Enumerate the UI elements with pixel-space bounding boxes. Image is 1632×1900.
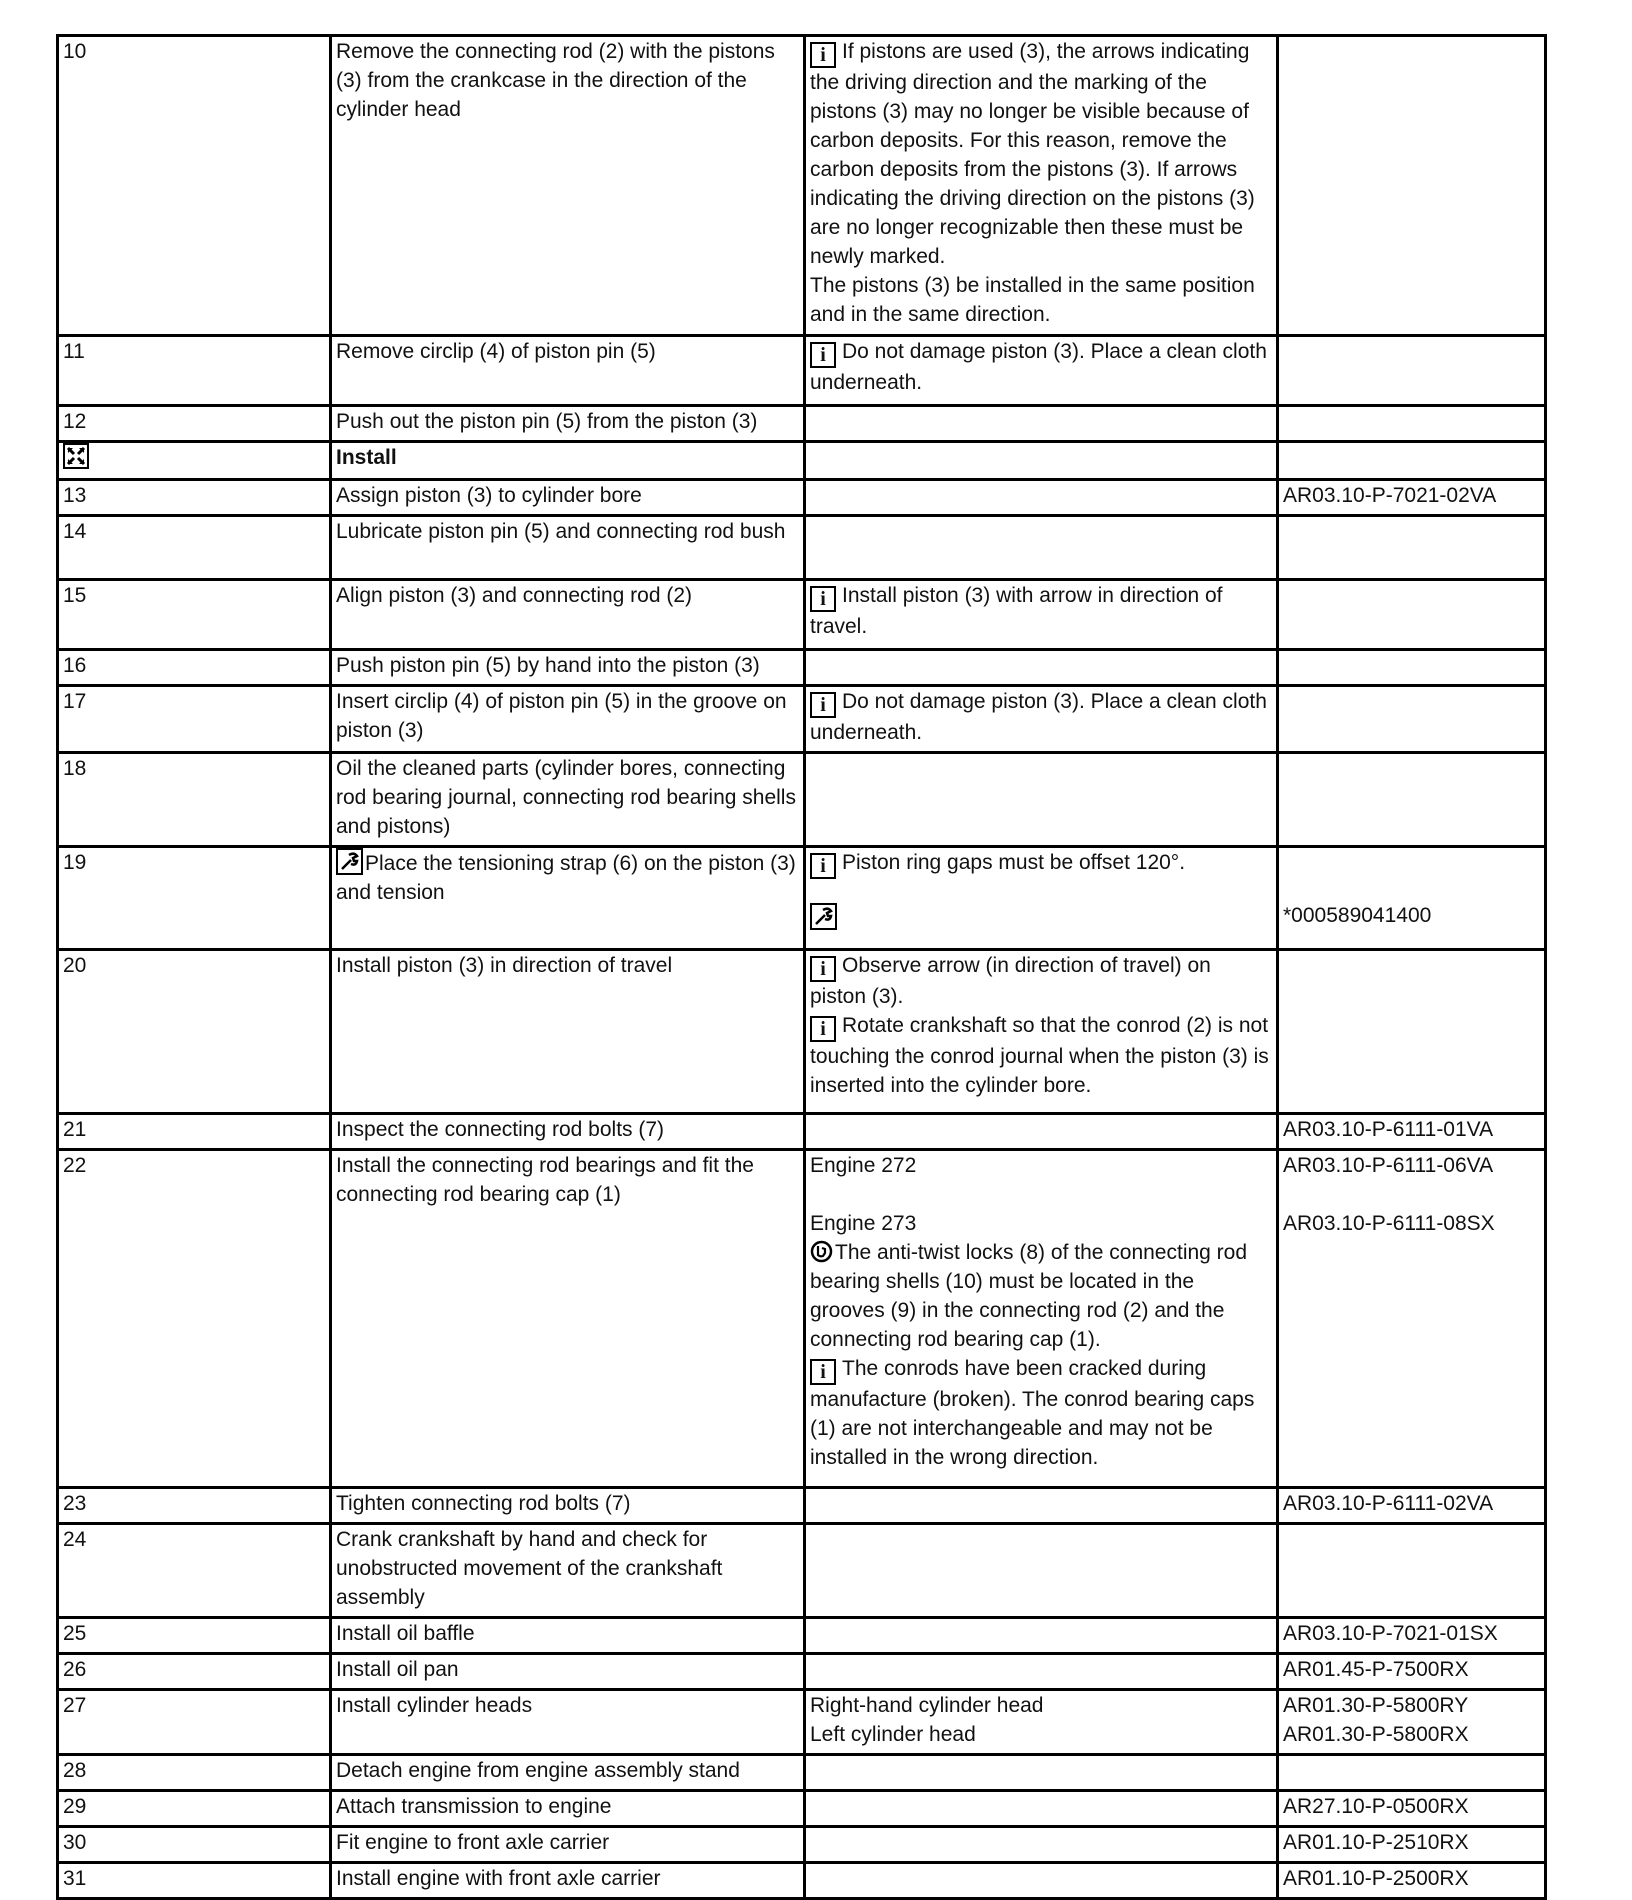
reference: AR03.10-P-6111-01VA xyxy=(1278,1114,1546,1150)
table-row xyxy=(58,650,1546,686)
step-action: Remove circlip (4) of piston pin (5) xyxy=(331,336,805,406)
step-notes xyxy=(805,406,1278,442)
step-notes xyxy=(805,1488,1278,1524)
step-action: Remove the connecting rod (2) with the pistons (3) from the crankcase in the direction of the cylinder head xyxy=(331,36,805,336)
section-heading: Install xyxy=(331,442,805,480)
step-notes xyxy=(805,950,1278,1114)
info-icon: i xyxy=(810,342,836,368)
step-notes xyxy=(805,1690,1278,1755)
reference-link[interactable]: AR03.10-P-6111-06VA xyxy=(1283,1154,1494,1177)
special-tool-icon xyxy=(336,848,363,875)
reference xyxy=(1278,406,1546,442)
step-action: Detach engine from engine assembly stand xyxy=(331,1755,805,1791)
tool-number: *000589041400 xyxy=(1283,904,1432,927)
step-number: 29 xyxy=(58,1791,331,1827)
table-row xyxy=(58,1863,1546,1899)
reference xyxy=(1278,1524,1546,1618)
step-number: 23 xyxy=(58,1488,331,1524)
step-notes xyxy=(805,1791,1278,1827)
step-notes xyxy=(805,1524,1278,1618)
info-icon: i xyxy=(810,42,836,68)
step-notes: i Install piston (3) with arrow in direction of travel. xyxy=(805,580,1278,650)
reference[interactable]: AR01.45-P-7500RX xyxy=(1278,1654,1546,1690)
note xyxy=(810,903,1272,933)
step-action: Insert circlip (4) of piston pin (5) in the groove on piston (3) xyxy=(331,686,805,753)
step-number: 11 xyxy=(58,336,331,406)
step-number: 22 xyxy=(58,1150,331,1488)
table-row xyxy=(58,1618,1546,1654)
note: i Rotate crankshaft so that the conrod (2) is not touching the conrod journal when the piston (3) is inserted into the cylinder bore. xyxy=(810,1014,1269,1097)
table-row xyxy=(58,1654,1546,1690)
table-row xyxy=(58,516,1546,580)
table-row xyxy=(58,1150,1546,1488)
reference xyxy=(1278,516,1546,580)
table-row xyxy=(58,480,1546,516)
step-number: 20 xyxy=(58,950,331,1114)
reference[interactable]: AR03.10-P-7021-01SX xyxy=(1278,1618,1546,1654)
note: i Piston ring gaps must be offset 120°. xyxy=(810,848,1272,879)
step-number: 13 xyxy=(58,480,331,516)
table-row xyxy=(58,1791,1546,1827)
reference[interactable]: AR27.10-P-0500RX xyxy=(1278,1791,1546,1827)
step-action: Inspect the connecting rod bolts (7) xyxy=(331,1114,805,1150)
note: Left cylinder head xyxy=(810,1723,976,1746)
step-number: 19 xyxy=(58,847,331,950)
step-notes xyxy=(805,480,1278,516)
reference-link[interactable]: AR01.30-P-5800RY xyxy=(1283,1694,1469,1717)
table-row xyxy=(58,686,1546,753)
reference[interactable]: AR01.10-P-2500RX xyxy=(1278,1863,1546,1899)
table-row xyxy=(58,442,1546,480)
reference-link[interactable]: AR03.10-P-6111-08SX xyxy=(1283,1212,1495,1235)
info-icon: i xyxy=(810,1359,836,1385)
step-action: Attach transmission to engine xyxy=(331,1791,805,1827)
step-action: Fit engine to front axle carrier xyxy=(331,1827,805,1863)
note: Right-hand cylinder head xyxy=(810,1694,1044,1717)
step-action: Install oil pan xyxy=(331,1654,805,1690)
table-row xyxy=(58,1827,1546,1863)
reference: AR03.10-P-7021-02VA xyxy=(1278,480,1546,516)
step-notes: i Do not damage piston (3). Place a clean cloth underneath. xyxy=(805,336,1278,406)
step-action: Install piston (3) in direction of travel xyxy=(331,950,805,1114)
reference xyxy=(1278,1150,1546,1488)
info-icon: i xyxy=(810,1016,836,1042)
reference[interactable]: AR03.10-P-6111-02VA xyxy=(1278,1488,1546,1524)
note: i Observe arrow (in direction of travel) on piston (3). xyxy=(810,954,1211,1008)
step-action: Push out the piston pin (5) from the piston (3) xyxy=(331,406,805,442)
step-number: 28 xyxy=(58,1755,331,1791)
info-icon: i xyxy=(810,586,836,612)
info-icon: i xyxy=(810,956,836,982)
step-notes xyxy=(805,753,1278,847)
table-row xyxy=(58,1755,1546,1791)
reference xyxy=(1278,36,1546,336)
step-number: 21 xyxy=(58,1114,331,1150)
step-number: 12 xyxy=(58,406,331,442)
note: The pistons (3) be installed in the same position and in the same direction. xyxy=(810,274,1255,326)
table-row xyxy=(58,1524,1546,1618)
reference xyxy=(1278,1690,1546,1755)
step-action: Install cylinder heads xyxy=(331,1690,805,1755)
step-action: Install oil baffle xyxy=(331,1618,805,1654)
procedure-table xyxy=(56,34,1547,1900)
step-number: 26 xyxy=(58,1654,331,1690)
step-number: 31 xyxy=(58,1863,331,1899)
step-notes xyxy=(805,1114,1278,1150)
table-row xyxy=(58,406,1546,442)
step-notes xyxy=(805,1150,1278,1488)
note: i The conrods have been cracked during manufacture (broken). The conrod bearing caps (1) are not interchangeable and may not be installed in the wrong direction. xyxy=(810,1357,1255,1469)
step-number: 17 xyxy=(58,686,331,753)
step-number: 15 xyxy=(58,580,331,650)
step-action: Align piston (3) and connecting rod (2) xyxy=(331,580,805,650)
step-action: Install engine with front axle carrier xyxy=(331,1863,805,1899)
special-tool-icon xyxy=(810,903,837,930)
reference xyxy=(1278,580,1546,650)
step-action: Crank crankshaft by hand and check for unobstructed movement of the crankshaft assembly xyxy=(331,1524,805,1618)
step-notes xyxy=(805,36,1278,336)
step-action: Install the connecting rod bearings and fit the connecting rod bearing cap (1) xyxy=(331,1150,805,1488)
step-action: Place the tensioning strap (6) on the piston (3) and tension xyxy=(331,847,805,950)
step-number: 10 xyxy=(58,36,331,336)
table-row xyxy=(58,1114,1546,1150)
table-row xyxy=(58,847,1546,950)
step-notes xyxy=(805,1618,1278,1654)
note: Engine 272 xyxy=(810,1154,917,1177)
step-number: 18 xyxy=(58,753,331,847)
step-notes xyxy=(805,1755,1278,1791)
table-row xyxy=(58,1690,1546,1755)
reference xyxy=(1278,442,1546,480)
reference xyxy=(1278,1755,1546,1791)
step-action: Push piston pin (5) by hand into the piston (3) xyxy=(331,650,805,686)
step-notes xyxy=(805,650,1278,686)
info-icon: i xyxy=(810,692,836,718)
reference xyxy=(1278,336,1546,406)
install-section-marker xyxy=(58,442,331,480)
step-action: Assign piston (3) to cylinder bore xyxy=(331,480,805,516)
table-row xyxy=(58,580,1546,650)
reference[interactable]: AR01.10-P-2510RX xyxy=(1278,1827,1546,1863)
reference xyxy=(1278,753,1546,847)
step-notes xyxy=(805,1863,1278,1899)
step-notes xyxy=(805,516,1278,580)
reference xyxy=(1278,950,1546,1114)
step-notes: i Do not damage piston (3). Place a clean cloth underneath. xyxy=(805,686,1278,753)
reference xyxy=(1278,650,1546,686)
step-action: Oil the cleaned parts (cylinder bores, connecting rod bearing journal, connecting rod bearing shells and pistons) xyxy=(331,753,805,847)
step-action: Tighten connecting rod bolts (7) xyxy=(331,1488,805,1524)
info-icon: i xyxy=(810,853,836,879)
table-row xyxy=(58,336,1546,406)
step-notes xyxy=(805,442,1278,480)
step-number: 16 xyxy=(58,650,331,686)
reference xyxy=(1278,686,1546,753)
note: Engine 273 xyxy=(810,1212,917,1235)
note: i If pistons are used (3), the arrows indicating the driving direction and the marking of the pistons (3) may no longer be visible because of carbon deposits. For this reason, remove the carbon deposits from the pistons (3). If arrows indicating the driving direction on the pistons (3) are no longer recognizable then these must be newly marked. xyxy=(810,40,1255,268)
table-row xyxy=(58,753,1546,847)
reference-link[interactable]: AR01.30-P-5800RX xyxy=(1283,1723,1469,1746)
table-row xyxy=(58,1488,1546,1524)
step-notes xyxy=(805,1654,1278,1690)
step-action: Lubricate piston pin (5) and connecting rod bush xyxy=(331,516,805,580)
step-notes xyxy=(805,847,1278,950)
reference xyxy=(1278,847,1546,950)
note: The anti-twist locks (8) of the connecting rod bearing shells (10) must be located in the grooves (9) in the connecting rod (2) and the connecting rod bearing cap (1). xyxy=(810,1241,1248,1351)
step-notes xyxy=(805,1827,1278,1863)
step-number: 27 xyxy=(58,1690,331,1755)
step-number: 14 xyxy=(58,516,331,580)
table-row xyxy=(58,950,1546,1114)
step-number: 25 xyxy=(58,1618,331,1654)
attention-icon xyxy=(810,1240,833,1263)
table-row xyxy=(58,36,1546,336)
step-number: 30 xyxy=(58,1827,331,1863)
install-icon xyxy=(63,443,89,469)
step-number: 24 xyxy=(58,1524,331,1618)
